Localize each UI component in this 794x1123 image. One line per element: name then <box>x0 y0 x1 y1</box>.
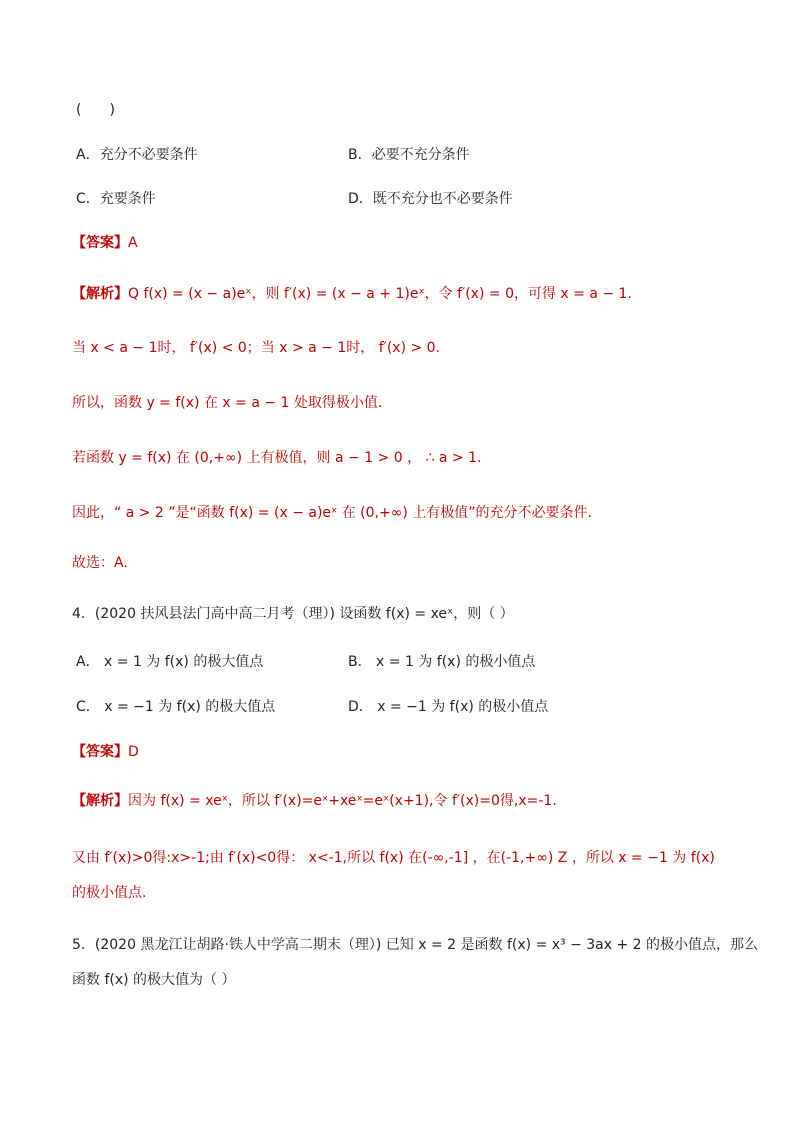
answer-tag: 【答案】 <box>72 744 128 760</box>
q4-option-b: B． x = 1 为 f(x) 的极小值点 <box>348 654 536 670</box>
analysis-tag: 【解析】 <box>72 286 128 302</box>
q4-option-d: D． x = −1 为 f(x) 的极小值点 <box>348 699 549 715</box>
question-5-line-2: 函数 f(x) 的极大值为（ ） <box>72 972 236 988</box>
answer-value: A <box>128 235 138 251</box>
q3-option-a: A．充分不必要条件 <box>76 147 198 163</box>
q4-analysis-line-2: 又由 f′(x)>0得:x>-1;由 f′(x)<0得： x<-1,所以 f(x) 在(-∞,-1] ，在(-1,+∞) Z ，所以 x = −1 为 f(x) <box>72 850 715 866</box>
q4-analysis-line-3: 的极小值点. <box>72 885 147 901</box>
q3-option-d: D．既不充分也不必要条件 <box>348 191 513 207</box>
q4-option-a: A． x = 1 为 f(x) 的极大值点 <box>76 654 264 670</box>
q4-answer <box>72 742 139 762</box>
question-4: 4．(2020 扶风县法门高中高二月考（理）) 设函数 f(x) = xeˣ，则（ ） <box>72 606 514 622</box>
answer-paren: ( ) <box>76 102 115 118</box>
q3-analysis-line-1 <box>72 284 632 304</box>
analysis-text: 因为 f(x) = xeˣ，所以 f′(x)=eˣ+xeˣ=eˣ(x+1),令 f′(x)=0得,x=-1. <box>128 793 557 809</box>
q3-analysis-line-3: 所以，函数 y = f(x) 在 x = a − 1 处取得极小值. <box>72 395 383 411</box>
q3-option-c: C．充要条件 <box>76 191 156 207</box>
q3-option-b: B．必要不充分条件 <box>348 147 470 163</box>
q4-analysis-line-1 <box>72 791 557 811</box>
question-5-line-1: 5．(2020 黑龙江让胡路·铁人中学高二期末（理）) 已知 x = 2 是函数 f(x) = x³ − 3ax + 2 的极小值点，那么 <box>72 937 759 953</box>
analysis-tag: 【解析】 <box>72 793 128 809</box>
answer-tag: 【答案】 <box>72 235 128 251</box>
q3-analysis-line-4: 若函数 y = f(x) 在 (0,+∞) 上有极值，则 a − 1 > 0 ， ∴ a > 1. <box>72 450 482 466</box>
q4-option-c: C． x = −1 为 f(x) 的极大值点 <box>76 699 276 715</box>
q3-analysis-line-5: 因此，“ a > 2 ”是“函数 f(x) = (x − a)eˣ 在 (0,+∞) 上有极值”的充分不必要条件. <box>72 505 592 521</box>
answer-value: D <box>128 744 139 760</box>
q3-answer <box>72 233 138 253</box>
q3-analysis-line-6: 故选：A. <box>72 555 128 571</box>
analysis-text: Q f(x) = (x − a)eˣ，则 f′(x) = (x − a + 1)eˣ，令 f′(x) = 0，可得 x = a − 1. <box>128 286 632 302</box>
q3-analysis-line-2: 当 x < a − 1时， f′(x) < 0；当 x > a − 1时， f′(x) > 0. <box>72 340 441 356</box>
